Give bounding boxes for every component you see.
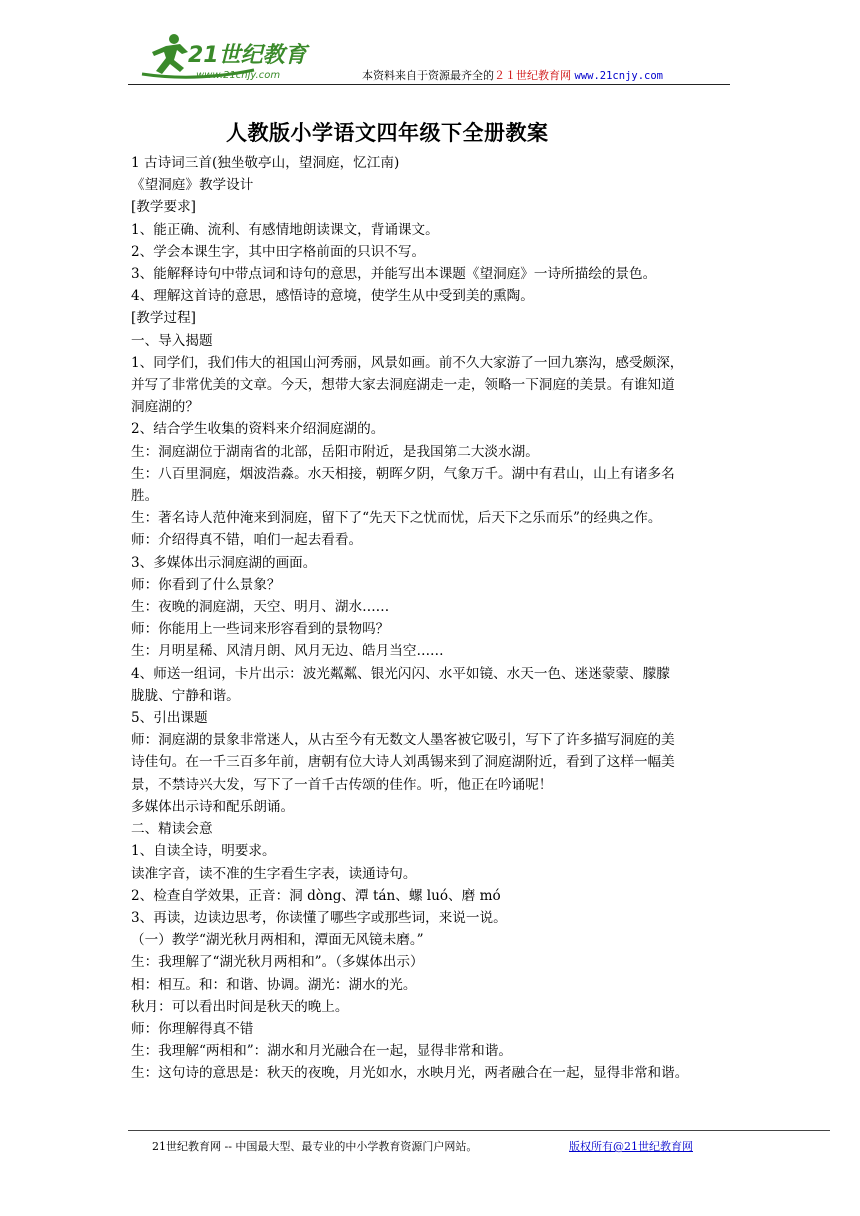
paragraph-line: 诗佳句。在一千三百多年前，唐朝有位大诗人刘禹锡来到了洞庭湖附近，看到了这样一幅美 [131,754,675,771]
paragraph-line: [教学要求] [131,199,196,216]
document-title: 人教版小学语文四年级下全册教案 [226,121,549,145]
paragraph-line: 景，不禁诗兴大发，写下了一首千古传颂的佳作。听，他正在吟诵呢！ [131,776,553,793]
paragraph-line: 生：夜晚的洞庭湖，天空、明月、湖水…… [131,599,390,616]
paragraph-line: 师：你能用上一些词来形容看到的景物吗？ [131,621,390,638]
paragraph-line: 生：这句诗的意思是：秋天的夜晚，月光如水，水映月光，两者融合在一起，显得非常和谐。 [131,1065,689,1082]
logo-text: 21世纪教育 [188,43,307,68]
header-notice-site[interactable]: ２１世纪教育网 [494,69,571,82]
paragraph-line: 5、引出课题 [131,710,208,727]
paragraph-line: 洞庭湖的？ [131,399,199,416]
paragraph-line: 一、导入揭题 [131,332,213,349]
header-notice-url[interactable]: www.21cnjy.com [574,70,664,82]
paragraph-line: 生：我理解“两相和”：湖水和月光融合在一起，显得非常和谐。 [131,1043,512,1060]
paragraph-line: 3、多媒体出示洞庭湖的画面。 [131,554,317,571]
paragraph-line: [教学过程] [131,310,196,327]
header-notice [362,67,663,83]
paragraph-line: 秋月：可以看出时间是秋天的晚上。 [131,998,349,1015]
paragraph-line: 相：相互。和：和谐、协调。湖光：湖水的光。 [131,976,417,993]
paragraph-line: 师：洞庭湖的景象非常迷人，从古至今有无数文人墨客被它吸引，写下了许多描写洞庭的美 [131,732,675,749]
paragraph-line: 生：月明星稀、风清月朗、风月无边、皓月当空…… [131,643,444,660]
site-logo[interactable] [136,30,336,84]
paragraph-line: 3、能解释诗句中带点词和诗句的意思，并能写出本课题《望洞庭》一诗所描绘的景色。 [131,266,657,283]
paragraph-line: 读准字音，读不准的生字看生字表，读通诗句。 [131,865,417,882]
footer-divider [128,1130,830,1131]
logo-graphic [136,30,336,84]
paragraph-line: 4、理解这首诗的意思，感悟诗的意境，使学生从中受到美的熏陶。 [131,288,534,305]
header-divider [128,84,730,85]
paragraph-line: 多媒体出示诗和配乐朗诵。 [131,798,295,815]
paragraph-line: 1、能正确、流利、有感情地朗读课文，背诵课文。 [131,221,439,238]
logo-url: www.21cnjy.com [196,70,281,81]
paragraph-line: 《望洞庭》教学设计 [131,177,254,194]
footer-copyright-link[interactable]: 版权所有@21世纪教育网 [569,1140,693,1153]
paragraph-line: 生：洞庭湖位于湖南省的北部，岳阳市附近，是我国第二大淡水湖。 [131,443,539,460]
paragraph-line: 师：介绍得真不错，咱们一起去看看。 [131,532,363,549]
paragraph-line: 胧胧、宁静和谐。 [131,687,240,704]
paragraph-line: 2、结合学生收集的资料来介绍洞庭湖的。 [131,421,385,438]
header-notice-prefix: 本资料来自于资源最齐全的 [362,69,494,82]
footer-text: 21世纪教育网 -- 中国最大型、最专业的中小学教育资源门户网站。 [152,1140,478,1153]
paragraph-line: 并写了非常优美的文章。今天，想带大家去洞庭湖走一走，领略一下洞庭的美景。有谁知道 [131,377,675,394]
paragraph-line: 4、师送一组词，卡片出示：波光粼粼、银光闪闪、水平如镜、水天一色、迷迷蒙蒙、朦朦 [131,665,670,682]
document-body [131,152,731,1085]
paragraph-line: （一）教学“湖光秋月两相和，潭面无风镜未磨。” [131,932,424,949]
paragraph-line: 师：你看到了什么景象？ [131,576,281,593]
paragraph-line: 二、精读会意 [131,821,213,838]
paragraph-line: 生：著名诗人范仲淹来到洞庭，留下了“先天下之忧而忧，后天下之乐而乐”的经典之作。 [131,510,662,527]
paragraph-line: 1、同学们，我们伟大的祖国山河秀丽，风景如画。前不久大家游了一回九寨沟，感受颇深， [131,354,684,371]
paragraph-line: 1 古诗词三首(独坐敬亭山，望洞庭，忆江南) [131,155,400,171]
paragraph-line: 胜。 [131,488,159,505]
paragraph-line: 生：我理解了“湖光秋月两相和”。（多媒体出示） [131,954,424,971]
paragraph-line: 生：八百里洞庭，烟波浩淼。水天相接，朝晖夕阴，气象万千。湖中有君山，山上有诸多名 [131,465,675,482]
paragraph-line: 2、检查自学效果，正音：洞 dòng、潭 tán、螺 luó、磨 mó [131,887,501,904]
paragraph-line: 1、自读全诗，明要求。 [131,843,276,860]
paragraph-line: 2、学会本课生字，其中田字格前面的只识不写。 [131,243,426,260]
paragraph-line: 3、再读，边读边思考，你读懂了哪些字或那些词，来说一说。 [131,909,507,926]
paragraph-line: 师：你理解得真不错 [131,1020,254,1037]
